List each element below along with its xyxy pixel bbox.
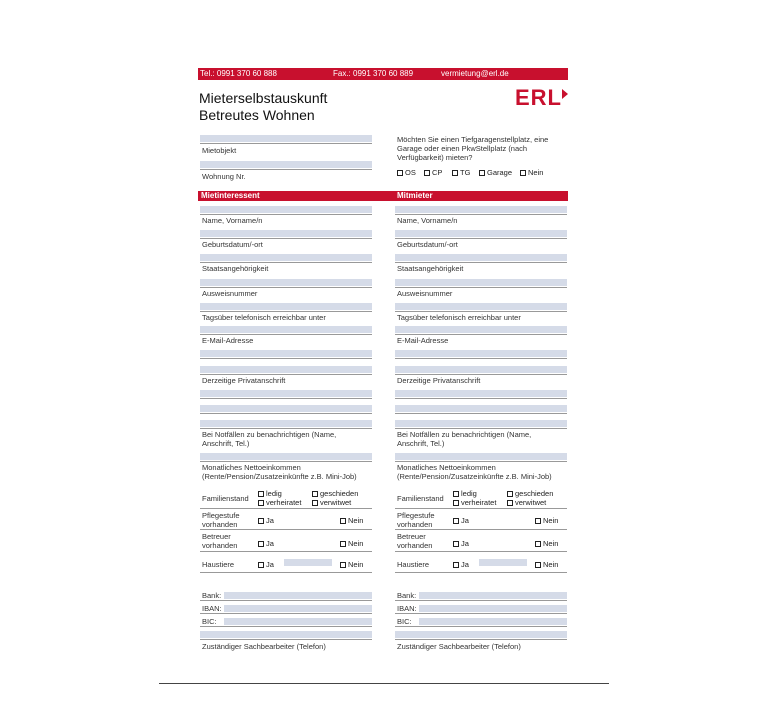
caregiver-ja[interactable]: Ja [258, 539, 274, 548]
birth-label: Geburtsdatum/-ort [202, 240, 263, 249]
caregiver-nein[interactable]: Nein [340, 539, 363, 548]
mietobjekt-field[interactable] [200, 135, 372, 142]
pets-detail-field[interactable] [284, 559, 332, 566]
co-pets-nein[interactable]: Nein [535, 560, 558, 569]
case-worker-label: Zuständiger Sachbearbeiter (Telefon) [202, 642, 326, 651]
co-emergency-field-3[interactable] [395, 420, 567, 427]
co-bic-label: BIC: [397, 617, 412, 626]
parking-option-cp[interactable]: CP [424, 168, 442, 177]
checkbox-icon [453, 500, 459, 506]
checkbox-icon [452, 170, 458, 176]
email-field[interactable] [200, 326, 372, 333]
co-emergency-label: Bei Notfällen zu benachrichtigen (Name, Anschrift, Tel.) [397, 430, 532, 448]
bic-label: BIC: [202, 617, 217, 626]
divider [200, 374, 372, 375]
divider [395, 529, 567, 530]
divider [395, 626, 567, 627]
divider [395, 551, 567, 552]
section-mitmieter: Mitmieter [397, 191, 433, 200]
case-worker-field[interactable] [200, 631, 372, 638]
emergency-field-3[interactable] [200, 420, 372, 427]
checkbox-icon [312, 500, 318, 506]
co-birth-label: Geburtsdatum/-ort [397, 240, 458, 249]
divider [395, 398, 567, 399]
co-email-label: E-Mail-Adresse [397, 336, 449, 345]
mietobjekt-label: Mietobjekt [202, 146, 237, 155]
parking-option-os[interactable]: OS [397, 168, 416, 177]
divider [395, 374, 567, 375]
divider [395, 572, 567, 573]
divider [395, 600, 567, 601]
divider [395, 508, 567, 509]
id-number-label: Ausweisnummer [202, 289, 258, 298]
co-care-ja[interactable]: Ja [453, 516, 469, 525]
contact-bar [198, 68, 568, 80]
checkbox-icon [535, 518, 541, 524]
co-bank-field[interactable] [419, 592, 567, 599]
pets-label: Haustiere [202, 560, 235, 569]
logo-arrow-icon [562, 89, 568, 99]
checkbox-icon [453, 541, 459, 547]
email-label: E-Mail-Adresse [202, 336, 254, 345]
title-line1: Mieterselbstauskunft [199, 90, 328, 106]
divider [395, 461, 567, 462]
bank-field[interactable] [224, 592, 372, 599]
checkbox-icon [453, 562, 459, 568]
emergency-field-2[interactable] [200, 405, 372, 412]
checkbox-icon [340, 562, 346, 568]
header-phone: Tel.: 0991 370 60 888 [200, 69, 277, 78]
co-family-verwitwet[interactable]: verwitwet [507, 498, 546, 507]
parking-option-nein[interactable]: Nein [520, 168, 543, 177]
checkbox-icon [453, 491, 459, 497]
co-address-label: Derzeitige Privatanschrift [397, 376, 481, 385]
co-income-label: Monatliches Nettoeinkommen (Rente/Pension/Zusatzeinkünfte z.B. Mini-Job) [397, 463, 552, 481]
divider [200, 626, 372, 627]
divider [200, 551, 372, 552]
family-verwitwet[interactable]: verwitwet [312, 498, 351, 507]
title-line2: Betreutes Wohnen [199, 107, 315, 123]
name-label: Name, Vorname/n [202, 216, 263, 225]
divider [200, 311, 372, 312]
divider [395, 311, 567, 312]
co-case-worker-label: Zuständiger Sachbearbeiter (Telefon) [397, 642, 521, 651]
checkbox-icon [397, 170, 403, 176]
co-bank-label: Bank: [397, 591, 417, 600]
divider [200, 572, 372, 573]
co-income-field[interactable] [395, 453, 567, 460]
care-nein[interactable]: Nein [340, 516, 363, 525]
name-field[interactable] [200, 206, 372, 213]
co-bic-field[interactable] [419, 618, 567, 625]
co-family-ledig[interactable]: ledig [453, 489, 477, 498]
income-label: Monatliches Nettoeinkommen (Rente/Pension/Zusatzeinkünfte z.B. Mini-Job) [202, 463, 357, 481]
emergency-label: Bei Notfällen zu benachrichtigen (Name, Anschrift, Tel.) [202, 430, 337, 448]
co-address-field-1[interactable] [395, 350, 567, 357]
bank-label: Bank: [202, 591, 222, 600]
address-field-2[interactable] [200, 366, 372, 373]
divider [200, 600, 372, 601]
section-header-band [198, 191, 568, 201]
divider [200, 613, 372, 614]
divider [200, 461, 372, 462]
co-caregiver-label: Betreuer vorhanden [397, 532, 433, 550]
checkbox-icon [453, 518, 459, 524]
co-phone-field[interactable] [395, 303, 567, 310]
divider [200, 398, 372, 399]
family-ledig[interactable]: ledig [258, 489, 282, 498]
divider [395, 358, 567, 359]
divider [200, 143, 372, 144]
divider [395, 639, 567, 640]
checkbox-icon [507, 500, 513, 506]
co-address-field-2[interactable] [395, 366, 567, 373]
co-birth-field[interactable] [395, 230, 567, 237]
co-id-number-field[interactable] [395, 279, 567, 286]
nationality-field[interactable] [200, 254, 372, 261]
checkbox-icon [520, 170, 526, 176]
divider [395, 262, 567, 263]
co-iban-label: IBAN: [397, 604, 417, 613]
co-name-label: Name, Vorname/n [397, 216, 458, 225]
co-nationality-field[interactable] [395, 254, 567, 261]
phone-field[interactable] [200, 303, 372, 310]
header-email: vermietung@erl.de [441, 69, 509, 78]
phone-label: Tagsüber telefonisch erreichbar unter [202, 313, 326, 322]
erl-logo: ERL [515, 85, 562, 110]
co-phone-label: Tagsüber telefonisch erreichbar unter [397, 313, 521, 322]
co-caregiver-ja[interactable]: Ja [453, 539, 469, 548]
family-label: Familienstand [202, 494, 249, 503]
co-pets-label: Haustiere [397, 560, 430, 569]
checkbox-icon [312, 491, 318, 497]
divider [200, 214, 372, 215]
care-ja[interactable]: Ja [258, 516, 274, 525]
family-verheiratet[interactable]: verheiratet [258, 498, 301, 507]
co-email-field[interactable] [395, 326, 567, 333]
divider [200, 508, 372, 509]
parking-question: Möchten Sie einen Tiefgaragenstellplatz, eine Garage oder einen PkwStellplatz (nach Verfügbarkeit) mieten? [397, 135, 549, 162]
co-name-field[interactable] [395, 206, 567, 213]
divider [200, 287, 372, 288]
pets-nein[interactable]: Nein [340, 560, 363, 569]
divider [395, 214, 567, 215]
divider [200, 238, 372, 239]
co-id-number-label: Ausweisnummer [397, 289, 453, 298]
divider [200, 428, 372, 429]
checkbox-icon [340, 518, 346, 524]
co-pets-detail-field[interactable] [479, 559, 527, 566]
page-bottom-rule [159, 683, 609, 684]
divider [200, 334, 372, 335]
page-title [199, 90, 327, 124]
bic-field[interactable] [224, 618, 372, 625]
divider [395, 287, 567, 288]
header-fax: Fax.: 0991 370 60 889 [333, 69, 414, 78]
nationality-label: Staatsangehörigkeit [202, 264, 269, 273]
checkbox-icon [424, 170, 430, 176]
divider [200, 639, 372, 640]
co-care-label: Pflegestufe vorhanden [397, 511, 435, 529]
form-page [198, 68, 568, 658]
co-emergency-field-1[interactable] [395, 390, 567, 397]
divider [395, 238, 567, 239]
id-number-field[interactable] [200, 279, 372, 286]
divider [200, 169, 372, 170]
divider [200, 358, 372, 359]
co-pets-ja[interactable]: Ja [453, 560, 469, 569]
co-care-nein[interactable]: Nein [535, 516, 558, 525]
checkbox-icon [535, 541, 541, 547]
divider [200, 529, 372, 530]
divider [200, 413, 372, 414]
parking-option-garage[interactable]: Garage [479, 168, 512, 177]
co-nationality-label: Staatsangehörigkeit [397, 264, 464, 273]
co-emergency-field-2[interactable] [395, 405, 567, 412]
iban-label: IBAN: [202, 604, 222, 613]
section-mietinteressent: Mietinteressent [201, 191, 260, 200]
family-geschieden[interactable]: geschieden [312, 489, 358, 498]
checkbox-icon [535, 562, 541, 568]
wohnung-label: Wohnung Nr. [202, 172, 246, 181]
address-label: Derzeitige Privatanschrift [202, 376, 286, 385]
emergency-field-1[interactable] [200, 390, 372, 397]
co-family-verheiratet[interactable]: verheiratet [453, 498, 496, 507]
checkbox-icon [258, 500, 264, 506]
co-family-label: Familienstand [397, 494, 444, 503]
co-iban-field[interactable] [419, 605, 567, 612]
checkbox-icon [507, 491, 513, 497]
iban-field[interactable] [224, 605, 372, 612]
co-case-worker-field[interactable] [395, 631, 567, 638]
divider [395, 334, 567, 335]
checkbox-icon [340, 541, 346, 547]
wohnung-field[interactable] [200, 161, 372, 168]
birth-field[interactable] [200, 230, 372, 237]
divider [395, 413, 567, 414]
care-label: Pflegestufe vorhanden [202, 511, 240, 529]
divider [395, 613, 567, 614]
address-field-1[interactable] [200, 350, 372, 357]
income-field[interactable] [200, 453, 372, 460]
parking-option-tg[interactable]: TG [452, 168, 470, 177]
checkbox-icon [258, 562, 264, 568]
checkbox-icon [258, 541, 264, 547]
caregiver-label: Betreuer vorhanden [202, 532, 238, 550]
checkbox-icon [479, 170, 485, 176]
checkbox-icon [258, 491, 264, 497]
checkbox-icon [258, 518, 264, 524]
co-family-geschieden[interactable]: geschieden [507, 489, 553, 498]
co-caregiver-nein[interactable]: Nein [535, 539, 558, 548]
pets-ja[interactable]: Ja [258, 560, 274, 569]
divider [395, 428, 567, 429]
divider [200, 262, 372, 263]
